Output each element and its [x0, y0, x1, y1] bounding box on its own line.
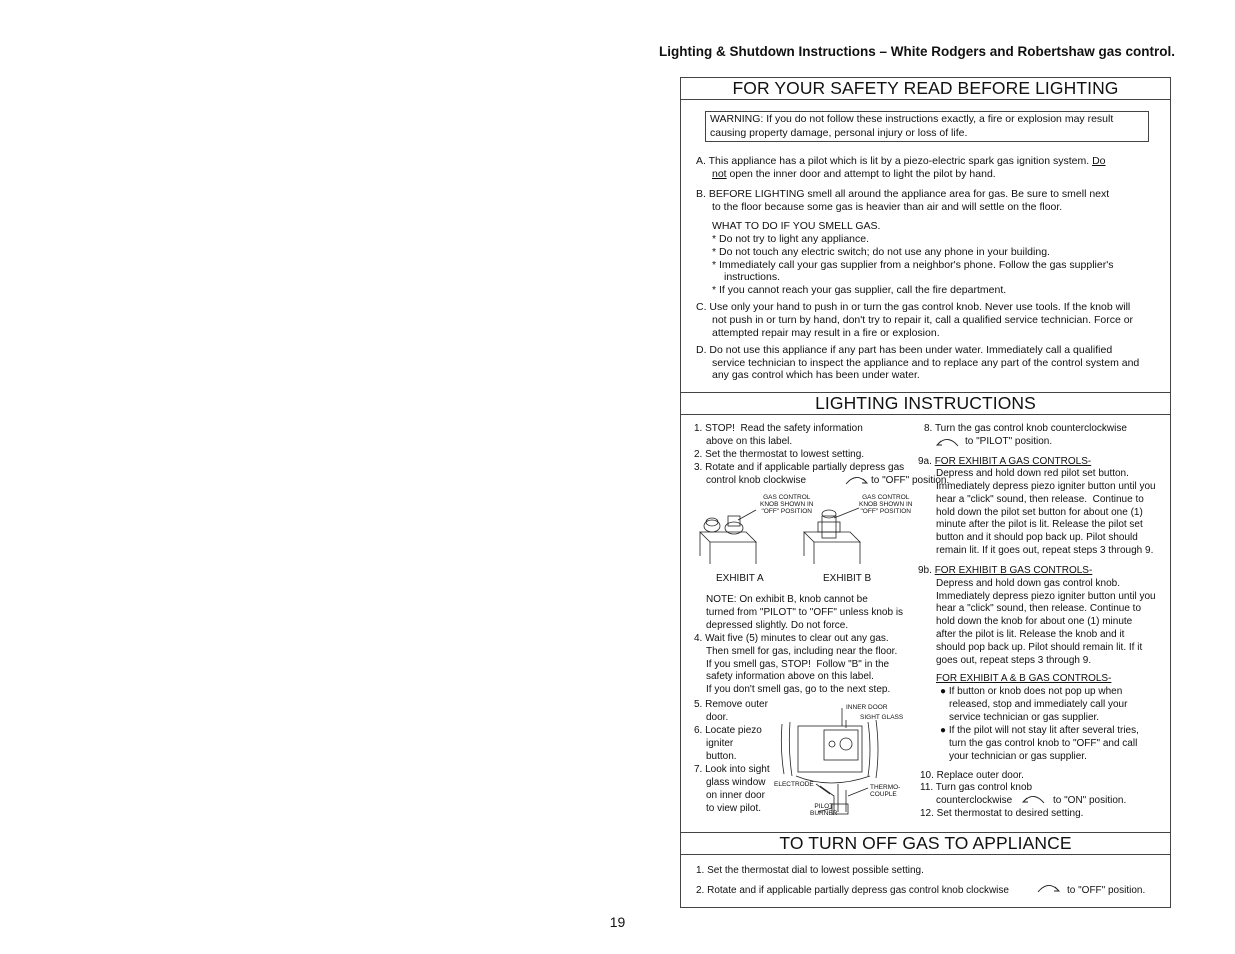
turn-off-step-1: 1. Set the thermostat dial to lowest possible setting.: [696, 865, 924, 876]
thermocouple-callout: THERMO- COUPLE: [870, 784, 901, 798]
smell-gas-title: WHAT TO DO IF YOU SMELL GAS.: [712, 220, 881, 232]
smell-gas-item-2: * Do not touch any electric switch; do not use any phone in your building.: [712, 246, 1050, 258]
step-5-line-2: door.: [706, 712, 729, 723]
exhibit-b-label: EXHIBIT B: [823, 573, 872, 584]
step-4-line-4: safety information above on this label.: [706, 671, 874, 682]
smell-gas-item-3b: instructions.: [724, 271, 781, 283]
warning-box: [705, 111, 1149, 142]
turn-off-step-2-end: to "OFF" position.: [1067, 885, 1146, 896]
step-4-line-1: 4. Wait five (5) minutes to clear out any gas.: [694, 633, 889, 644]
step-4-line-2: Then smell for gas, including near the floor.: [706, 646, 898, 657]
step-9b-line-1: Depress and hold down gas control knob.: [936, 578, 1121, 589]
safety-a-line-2: [712, 168, 996, 181]
step-6-line-3: button.: [706, 751, 737, 762]
step-9a-title: FOR EXHIBIT A GAS CONTROLS-: [934, 456, 1092, 467]
step-9a-number: 9a.: [918, 456, 935, 467]
note-line-3: depressed slightly. Do not force.: [706, 620, 849, 631]
safety-a-text: A. This appliance has a pilot which is lit by a piezo-electric spark gas ignition system.: [696, 155, 1093, 167]
safety-c-line-3: attempted repair may result in a fire or explosion.: [712, 327, 940, 339]
note-line-2: turned from "PILOT" to "OFF" unless knob is: [706, 607, 904, 618]
safety-d-line-2: service technician to inspect the appliance and to replace any part of the control system and: [712, 357, 1140, 369]
step-9a-line-2: Immediately depress piezo igniter button until you: [936, 481, 1156, 492]
gas-control-exhibits-illustration: [694, 496, 920, 570]
exhibit-b-callout: GAS CONTROL KNOB SHOWN IN "OFF" POSITION: [859, 494, 913, 515]
safety-b-line-2: to the floor because some gas is heavier than air and will settle on the floor.: [712, 201, 1063, 213]
step-9b-line-3: hear a "click" sound, then release. Continue to: [936, 603, 1141, 614]
step-1-line-2: above on this label.: [706, 436, 793, 447]
inner-door-callout: INNER DOOR: [846, 704, 888, 711]
step-9b-line-4: hold down the knob for about one (1) minute: [936, 616, 1133, 627]
step-12: 12. Set thermostat to desired setting.: [920, 808, 1084, 819]
step-7-line-4: to view pilot.: [706, 803, 762, 814]
step-7-line-2: glass window: [706, 777, 766, 788]
step-10: 10. Replace outer door.: [920, 770, 1024, 781]
exhibit-a-label: EXHIBIT A: [716, 573, 764, 584]
safety-a-underlined: Do: [1092, 155, 1106, 167]
step-9a-line-1: Depress and hold down red pilot set button.: [936, 468, 1129, 479]
step-2: 2. Set the thermostat to lowest setting.: [694, 449, 865, 460]
turn-off-step-2: 2. Rotate and if applicable partially depress gas control knob clockwise: [696, 885, 1009, 896]
step-4-line-5: If you don't smell gas, go to the next step.: [706, 684, 891, 695]
safety-c-line-2: not push in or turn by hand, don't try to repair it, call a qualified service technician. Force or: [712, 314, 1134, 326]
safety-a-text-2: open the inner door and attempt to light the pilot by hand.: [726, 168, 996, 180]
exhibit-ab-item-1-line-2: released, stop and immediately call your: [949, 699, 1128, 710]
sight-glass-callout: SIGHT GLASS: [860, 714, 904, 721]
step-9a-line-4: hold down the pilot set button for about one (1): [936, 507, 1143, 518]
safety-a-line-1: [696, 155, 1106, 168]
smell-gas-item-3: * Immediately call your gas supplier from a neighbor's phone. Follow the gas supplier's: [712, 259, 1114, 271]
step-9a-line-3: hear a "click" sound, then release. Continue to: [936, 494, 1144, 505]
safety-d-line-1: D. Do not use this appliance if any part has been under water. Immediately call a qualified: [696, 344, 1113, 356]
exhibit-ab-item-2-line-2: turn the gas control knob to "OFF" and call: [949, 738, 1138, 749]
clockwise-arrow-icon: [844, 474, 870, 486]
step-9b-title: FOR EXHIBIT B GAS CONTROLS-: [934, 565, 1093, 576]
step-11-line-3: to "ON" position.: [1053, 795, 1127, 806]
safety-b-line-1: B. BEFORE LIGHTING smell all around the appliance area for gas. Be sure to smell next: [696, 188, 1110, 200]
step-3-line-1: 3. Rotate and if applicable partially depress gas: [694, 462, 905, 473]
exhibit-ab-item-2-line-3: your technician or gas supplier.: [949, 751, 1087, 762]
step-9b-line-2: Immediately depress piezo igniter button until you: [936, 591, 1156, 602]
warning-line-2: causing property damage, personal injury or loss of life.: [710, 127, 968, 139]
safety-d-line-3: any gas control which has been under water.: [712, 369, 920, 381]
counterclockwise-arrow-icon-2: [1020, 793, 1046, 805]
exhibit-ab-heading: FOR EXHIBIT A & B GAS CONTROLS-: [936, 673, 1112, 684]
step-9b-line-5: after the pilot is lit. Release the knob and it: [936, 629, 1125, 640]
step-9b-heading: [918, 564, 1092, 577]
turn-off-title: TO TURN OFF GAS TO APPLIANCE: [680, 832, 1171, 855]
exhibit-ab-item-1-line-1: ● If button or knob does not pop up when: [940, 686, 1123, 697]
exhibit-ab-item-2-line-1: ● If the pilot will not stay lit after several tries,: [940, 725, 1139, 736]
step-1-line-1: 1. STOP! Read the safety information: [694, 423, 863, 434]
step-3-line-2: control knob clockwise: [706, 475, 807, 486]
note-line-1: NOTE: On exhibit B, knob cannot be: [706, 594, 868, 605]
electrode-callout: ELECTRODE: [774, 781, 814, 788]
document-heading: Lighting & Shutdown Instructions – White Rodgers and Robertshaw gas control.: [659, 44, 1176, 59]
page-number: 19: [609, 914, 626, 930]
warning-line-1: WARNING: If you do not follow these instructions exactly, a fire or explosion may result: [710, 113, 1114, 125]
safety-a-underlined-2: not: [712, 168, 727, 180]
step-11-line-1: 11. Turn gas control knob: [920, 782, 1033, 793]
step-11-line-2: counterclockwise: [936, 795, 1013, 806]
safety-c-line-1: C. Use only your hand to push in or turn the gas control knob. Never use tools. If the knob will: [696, 301, 1131, 313]
step-8-line-2: to "PILOT" position.: [965, 436, 1053, 447]
counterclockwise-arrow-icon: [934, 436, 960, 448]
step-9b-number: 9b.: [918, 565, 935, 576]
step-5-line-1: 5. Remove outer: [694, 699, 768, 710]
pilot-burner-callout: PILOT BURNER: [810, 803, 838, 817]
clockwise-arrow-icon-2: [1036, 882, 1062, 894]
step-9a-line-5: minute after the pilot is lit. Release the pilot set: [936, 519, 1143, 530]
exhibit-ab-item-1-line-3: service technician or gas supplier.: [949, 712, 1100, 723]
smell-gas-item-4: * If you cannot reach your gas supplier, call the fire department.: [712, 284, 1007, 296]
step-9b-line-6: should pop back up. Pilot should remain lit. If it: [936, 642, 1143, 653]
step-9b-line-7: goes out, repeat steps 3 through 9.: [936, 655, 1092, 666]
safety-title: FOR YOUR SAFETY READ BEFORE LIGHTING: [680, 78, 1171, 100]
step-8-line-1: 8. Turn the gas control knob counterclockwise: [924, 423, 1127, 434]
step-6-line-2: igniter: [706, 738, 734, 749]
step-4-line-3: If you smell gas, STOP! Follow "B" in the: [706, 659, 890, 670]
step-9a-line-7: remain lit. If it goes out, repeat steps 3 through 9.: [936, 545, 1154, 556]
exhibit-a-callout: GAS CONTROL KNOB SHOWN IN "OFF" POSITION: [760, 494, 814, 515]
step-6-line-1: 6. Locate piezo: [694, 725, 762, 736]
step-7-line-3: on inner door: [706, 790, 765, 801]
smell-gas-item-1: * Do not try to light any appliance.: [712, 233, 870, 245]
step-3-line-3: to "OFF" position.: [871, 475, 950, 486]
lighting-title: LIGHTING INSTRUCTIONS: [680, 392, 1171, 415]
step-7-line-1: 7. Look into sight: [694, 764, 770, 775]
step-9a-line-6: button and it should pop back up. Pilot should: [936, 532, 1138, 543]
